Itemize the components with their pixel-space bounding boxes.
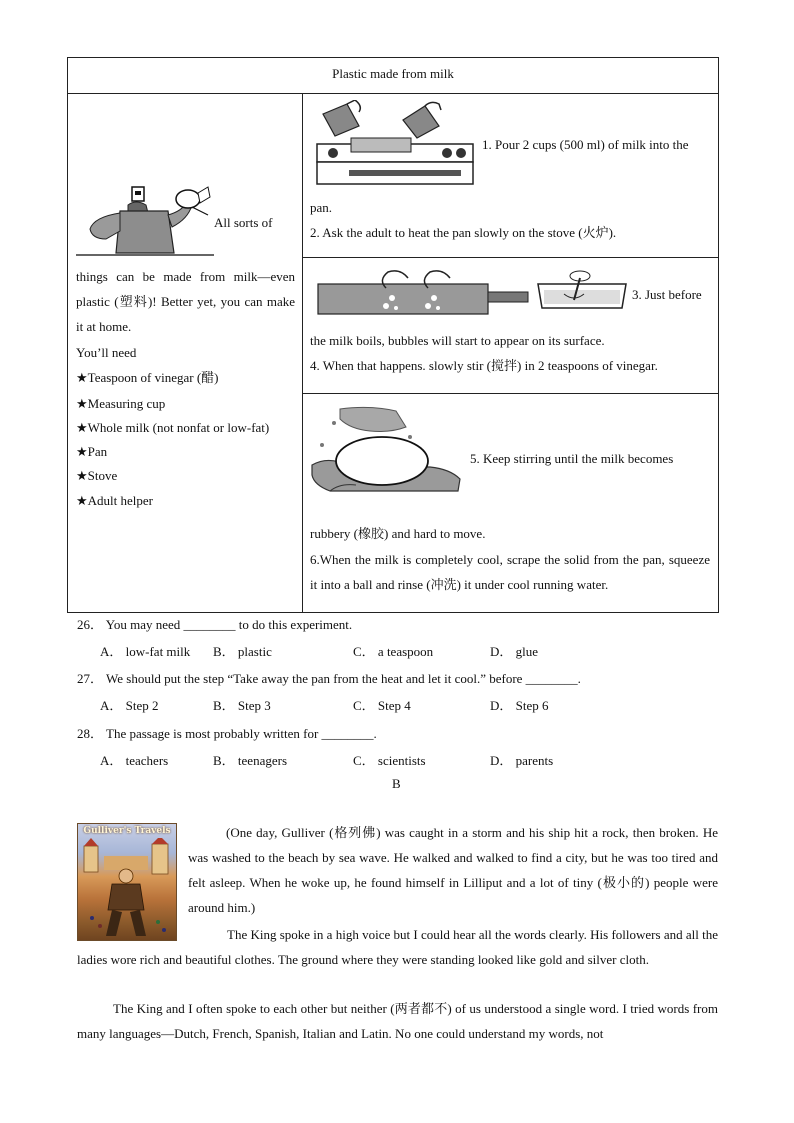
need-item: ★Measuring cup [76,396,166,411]
passage-paragraph-2: The King spoke in a high voice but I could hear all the words clearly. His followers and all the ladies wore rich and beautiful clothes. The ground where they were standing looked like gold and silver cloth. [77,927,718,967]
step-5-text-continued: rubbery (橡胶) and hard to move. [310,526,486,541]
cover-title: Gulliver's Travels [83,826,171,836]
table-divider [302,257,718,258]
step-5-text: 5. Keep stirring until the milk becomes [470,451,674,466]
table-title: Plastic made from milk [332,66,454,81]
question-27-option-d: D． Step 6 [490,698,549,713]
question-28-option-a: A． teachers [100,753,169,768]
step-2-text: 2. Ask the adult to heat the pan slowly on the stove (火炉). [310,225,617,240]
section-label: B [392,776,401,791]
need-item: ★Pan [76,444,108,459]
question-27-option-a: A． Step 2 [100,698,159,713]
stove-pouring-illustration [313,100,483,188]
question-28: 28． The passage is most probably written for ________. [77,726,377,741]
question-26: 26． You may need ________ to do this experiment. [77,617,353,632]
question-28-option-b: B． teenagers [213,753,288,768]
step-4-text: 4. When that happens. slowly stir (搅拌) in 2 teaspoons of vinegar. [310,358,658,373]
need-item: ★Adult helper [76,493,153,508]
question-27-option-c: C． Step 4 [353,698,411,713]
question-28-option-c: C． scientists [353,753,426,768]
step-1-text-continued: pan. [310,200,333,215]
stirring-pot-illustration [534,268,630,312]
passage-paragraph-3: The King and I often spoke to each other but neither (两者都不) of us understood a single word. I tried words from many languages—Dutch, French, Spanish, Italian and Latin. No one could understand my words, not [77,1001,718,1041]
step-6-text: 6.When the milk is completely cool, scrape the solid from the pan, squeeze it into a ball and rinse (冲洗) it under cool running water. [310,552,710,592]
table-column-divider [302,93,303,612]
question-26-option-c: C． a teaspoon [353,644,434,659]
table-divider [68,93,718,94]
question-26-option-b: B． plastic [213,644,272,659]
need-item: ★Whole milk (not nonfat or low-fat) [76,420,270,435]
question-27: 27． We should put the step “Take away the pan from the heat and let it cool.” before ________. [77,671,581,686]
table-divider [302,393,718,394]
rubbery-ball-illustration [310,405,468,497]
intro-text-first-line: All sorts of [214,215,273,230]
question-26-option-d: D． glue [490,644,539,659]
step-3-text-continued: the milk boils, bubbles will start to appear on its surface. [310,333,605,348]
step-1-text: 1. Pour 2 cups (500 ml) of milk into the [482,137,689,152]
passage-paragraph-1: (One day, Gulliver (格列佛) was caught in a storm and his ship hit a rock, then broken. He was washed to the beach by sea wave. He walked and walked to find a city, but he was too tired and felt asleep. When he woke up, he found himself in Lilliput and a lot of tiny (极小的) people were around him.) [188,825,718,915]
question-28-option-d: D． parents [490,753,554,768]
step-3-text: 3. Just before [632,287,702,302]
intro-text: things can be made from milk—even plastic (塑料)! Better yet, you can make it at home. [76,269,295,334]
person-with-cup-illustration [76,183,216,259]
need-heading: You’ll need [76,345,137,360]
need-item: ★Teaspoon of vinegar (醋) [76,370,219,385]
question-26-option-a: A． low-fat milk [100,644,191,659]
question-27-option-b: B． Step 3 [213,698,271,713]
need-item: ★Stove [76,468,118,483]
pan-bubbles-illustration [316,268,530,320]
